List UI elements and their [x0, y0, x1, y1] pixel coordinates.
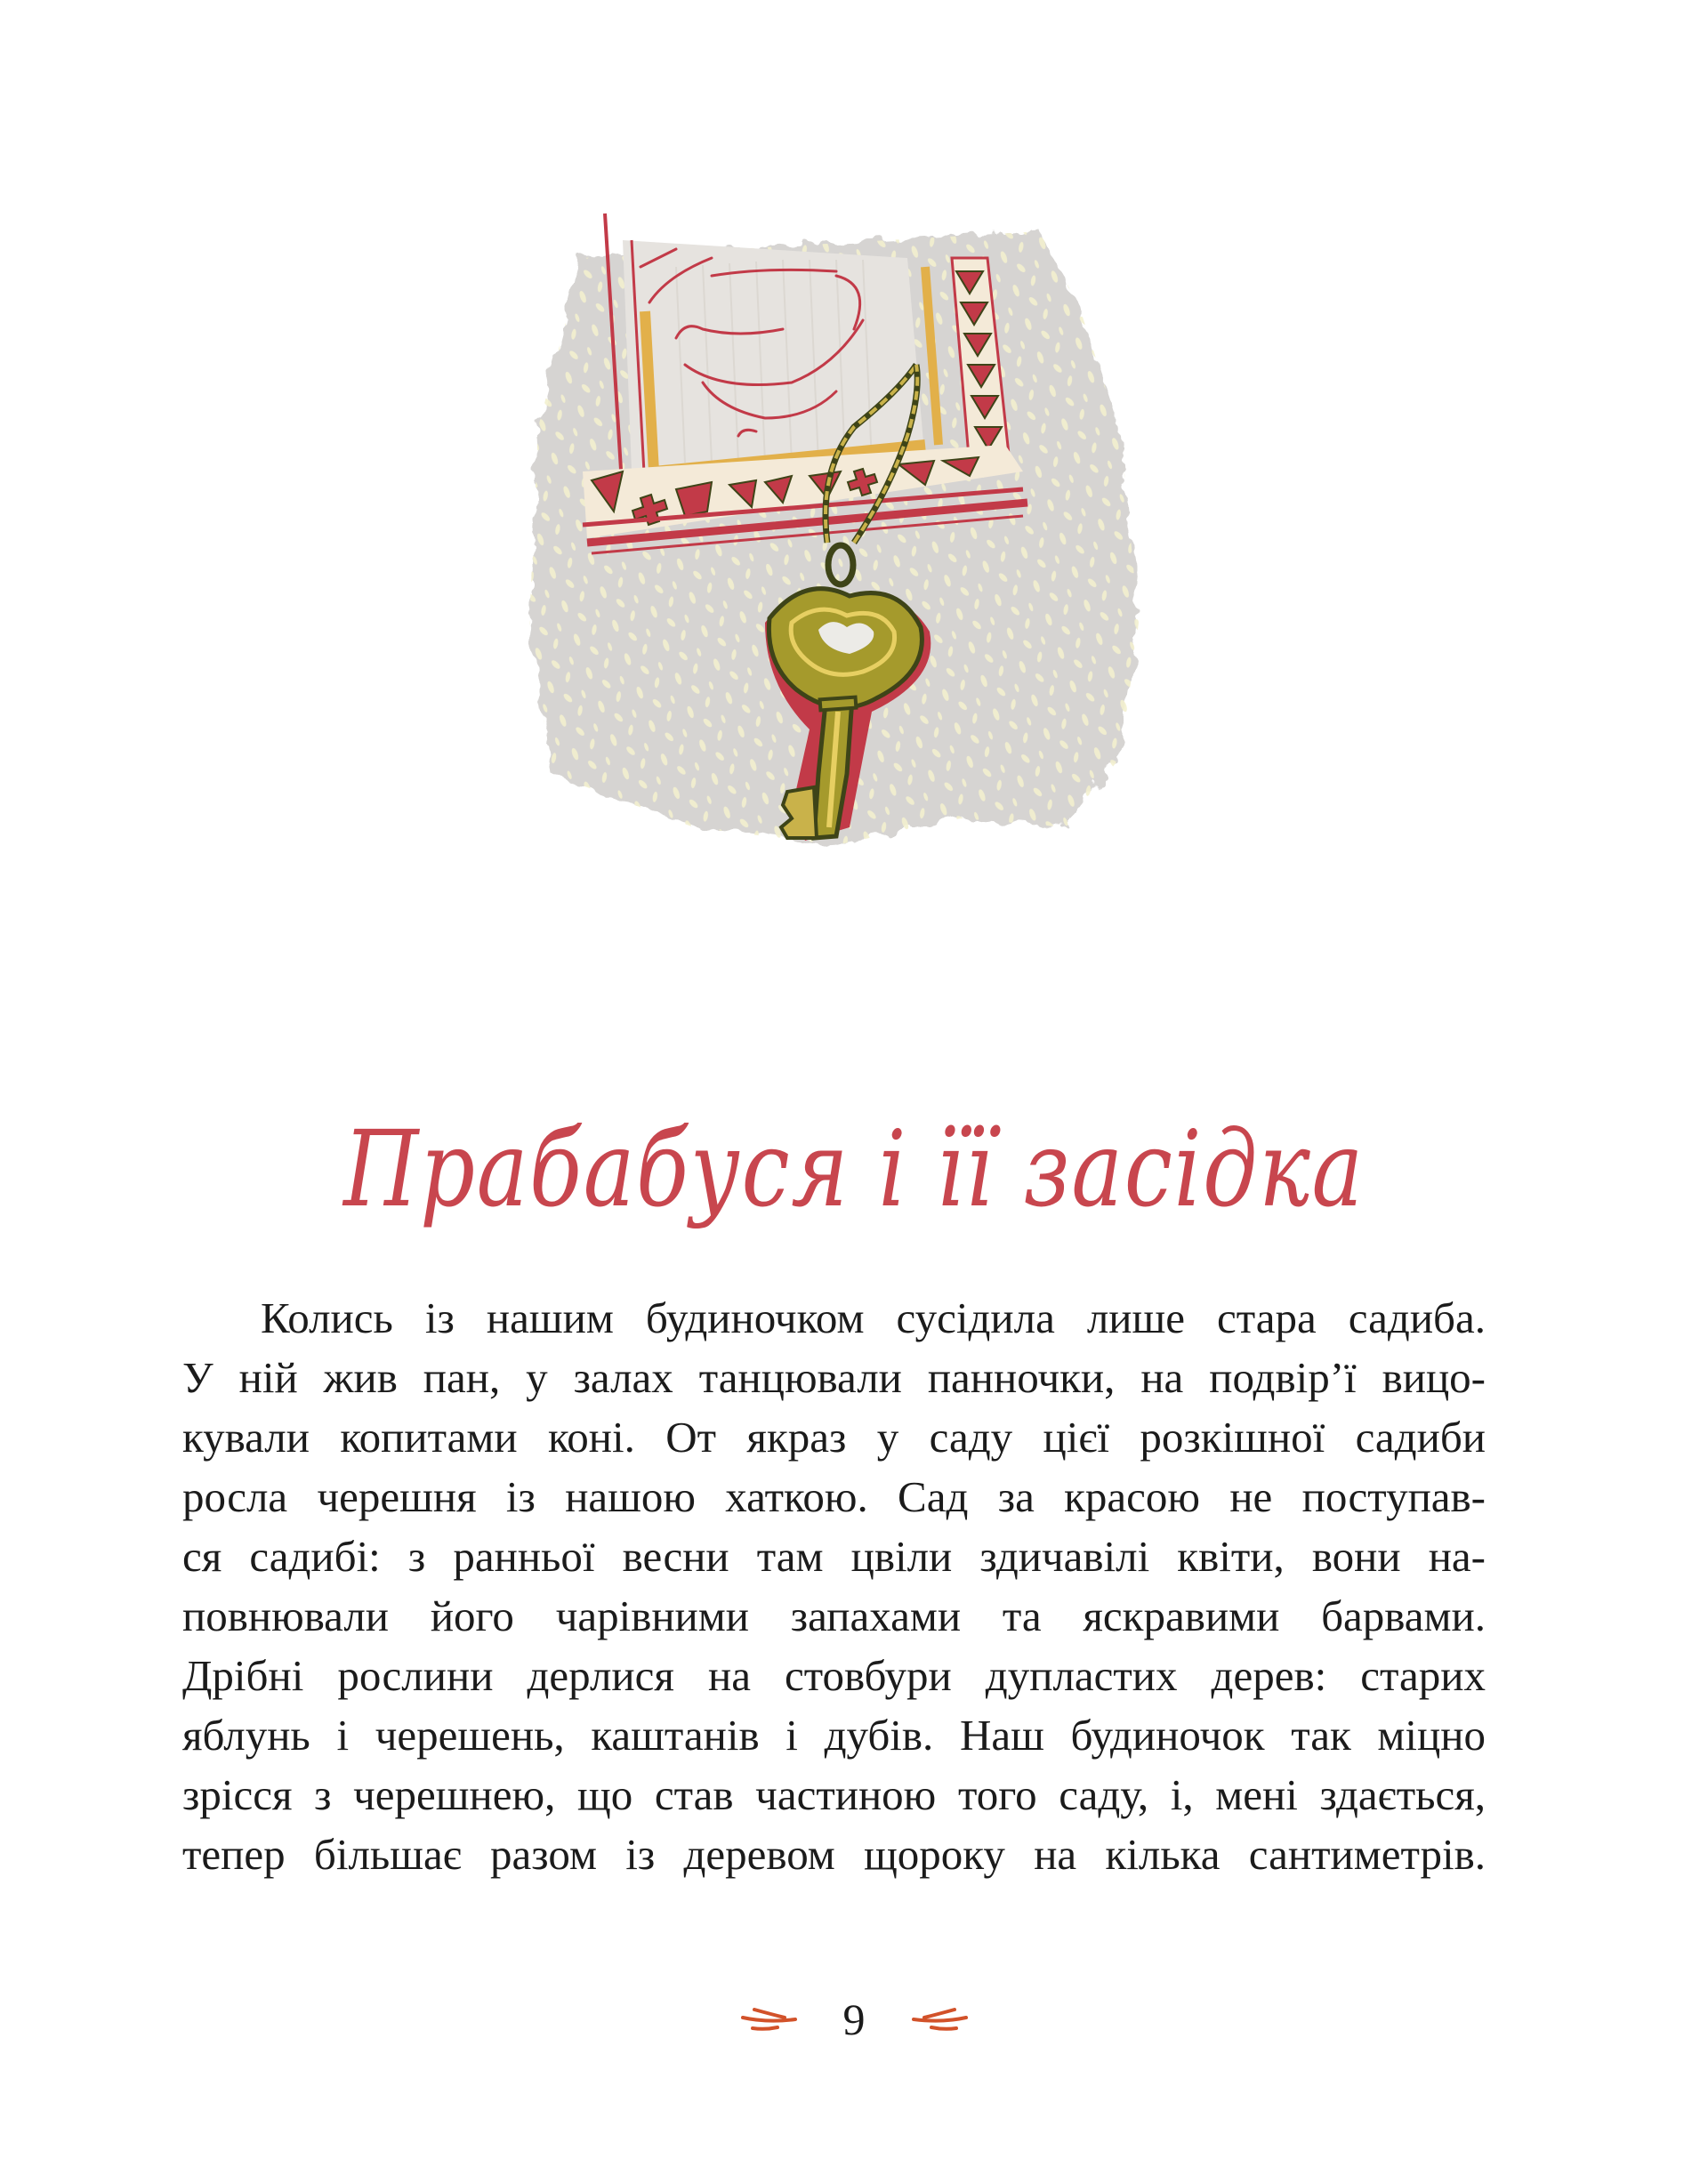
- text-line: Колись із нашим будиночком сусідила лише стара садиба.: [261, 1293, 1486, 1342]
- text-line: У ній жив пан, у залах танцювали панночки, на подвір’ї вицо-: [182, 1353, 1486, 1402]
- text-line: Дрібні рослини дерлися на стовбури дупластих дерев: старих: [182, 1651, 1486, 1700]
- wave-flourish-icon: [906, 2002, 969, 2037]
- chapter-title: Прабабуся і її засідка: [343, 1108, 1365, 1231]
- wave-flourish-icon: [740, 2002, 802, 2037]
- page-footer: [0, 1993, 1708, 2046]
- body-paragraph: [182, 1288, 1486, 1884]
- text-line: ся садибі: з ранньої весни там цвіли здичавілі квіти, вони на-: [182, 1532, 1486, 1581]
- text-line: зрісся з черешнею, що став частиною того саду, і, мені здається,: [182, 1770, 1486, 1819]
- text-line: тепер більшає разом із деревом щороку на кілька сантиметрів.: [182, 1830, 1486, 1879]
- text-line: яблунь і черешень, каштанів і дубів. Наш будиночок так міцно: [182, 1711, 1486, 1760]
- chapter-illustration: [498, 205, 1156, 881]
- text-line: кували копитами коні. От якраз у саду цієї розкішної садиби: [182, 1413, 1486, 1462]
- text-line: росла черешня із нашою хаткою. Сад за красою не поступав-: [182, 1472, 1486, 1521]
- page-number: 9: [842, 1994, 866, 2044]
- text-line: повнювали його чарівними запахами та яскравими барвами.: [182, 1591, 1486, 1640]
- key-and-book-illustration: [498, 205, 1156, 881]
